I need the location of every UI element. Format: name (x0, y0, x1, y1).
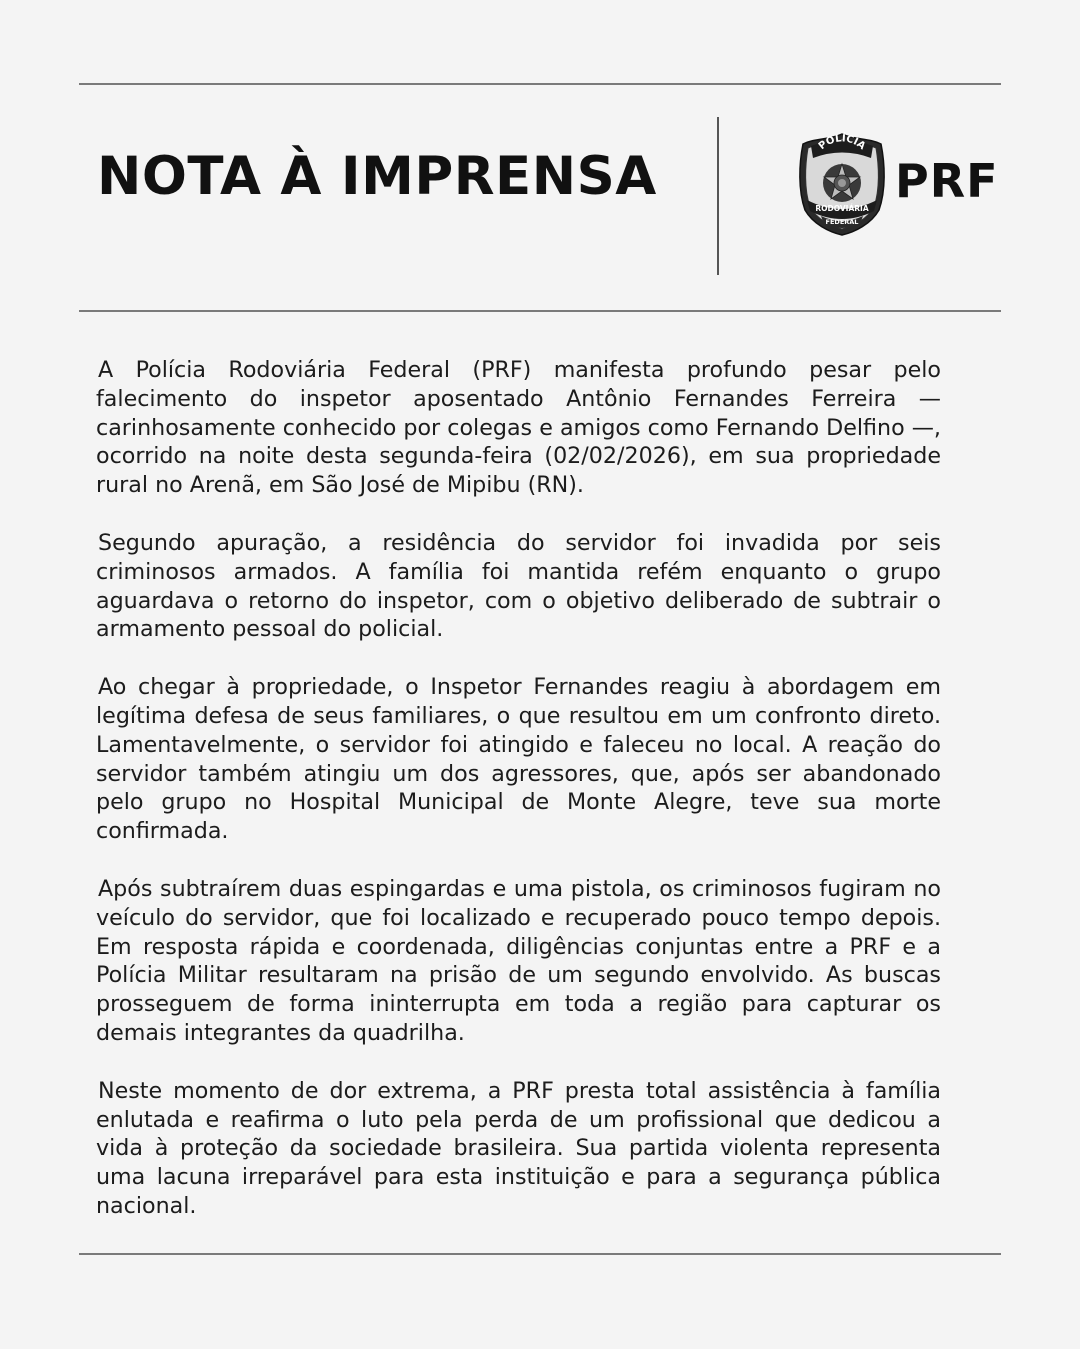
press-note-body (96, 356, 941, 1250)
paragraph: Ao chegar à propriedade, o Inspetor Fernandes reagiu à abordagem em legítima defesa de seus familiares, o que resultou em um confronto direto. Lamentavelmente, o servidor foi atingido e faleceu no local. A reação do servidor também atingiu um dos agressores, que, após ser abandonado pelo grupo no Hospital Municipal de Monte Alegre, teve sua morte confirmada. (96, 674, 941, 845)
paragraph: Neste momento de dor extrema, a PRF presta total assistência à família enlutada e reafirma o luto pela perda de um profissional que dedicou a vida à proteção da sociedade brasileira. Sua partida violenta representa uma lacuna irreparável para esta instituição e para a segurança pública nacional. (96, 1077, 941, 1219)
paragraph: Após subtraírem duas espingardas e uma pistola, os criminosos fugiram no veículo do servidor, que foi localizado e recuperado pouco tempo depois. Em resposta rápida e coordenada, diligências conjuntas entre a PRF e a Polícia Militar resultaram na prisão de um segundo envolvido. As buscas prosseguem de forma ininterrupta em toda a região para capturar os demais integrantes da quadrilha. (96, 875, 941, 1046)
paragraph: Segundo apuração, a residência do servidor foi invadida por seis criminosos armados. A família foi mantida refém enquanto o grupo aguardava o retorno do inspetor, com o objetivo deliberado de subtrair o armamento pessoal do policial. (96, 529, 941, 643)
prf-badge-logo (797, 132, 887, 236)
top-divider (79, 83, 1001, 85)
badge-bottom-text-1: RODOVIÁRIA (815, 204, 869, 213)
prf-wordmark: PRF (895, 154, 999, 208)
page-title: NOTA À IMPRENSA (97, 146, 657, 207)
paragraph: A Polícia Rodoviária Federal (PRF) manifesta profundo pesar pelo falecimento do inspetor aposentado Antônio Fernandes Ferreira — carinhosamente conhecido por colegas e amigos como Fernando Delfino —, ocorrido na noite desta segunda-feira (02/02/2026), em sua propriedade rural no Arenã, em São José de Mipibu (RN). (96, 357, 941, 499)
badge-bottom-text-2: FEDERAL (825, 218, 859, 226)
bottom-divider (79, 1253, 1001, 1255)
header-vertical-divider (717, 117, 719, 275)
header-bottom-divider (79, 310, 1001, 312)
badge-top-text: POLÍCIA (816, 133, 868, 153)
